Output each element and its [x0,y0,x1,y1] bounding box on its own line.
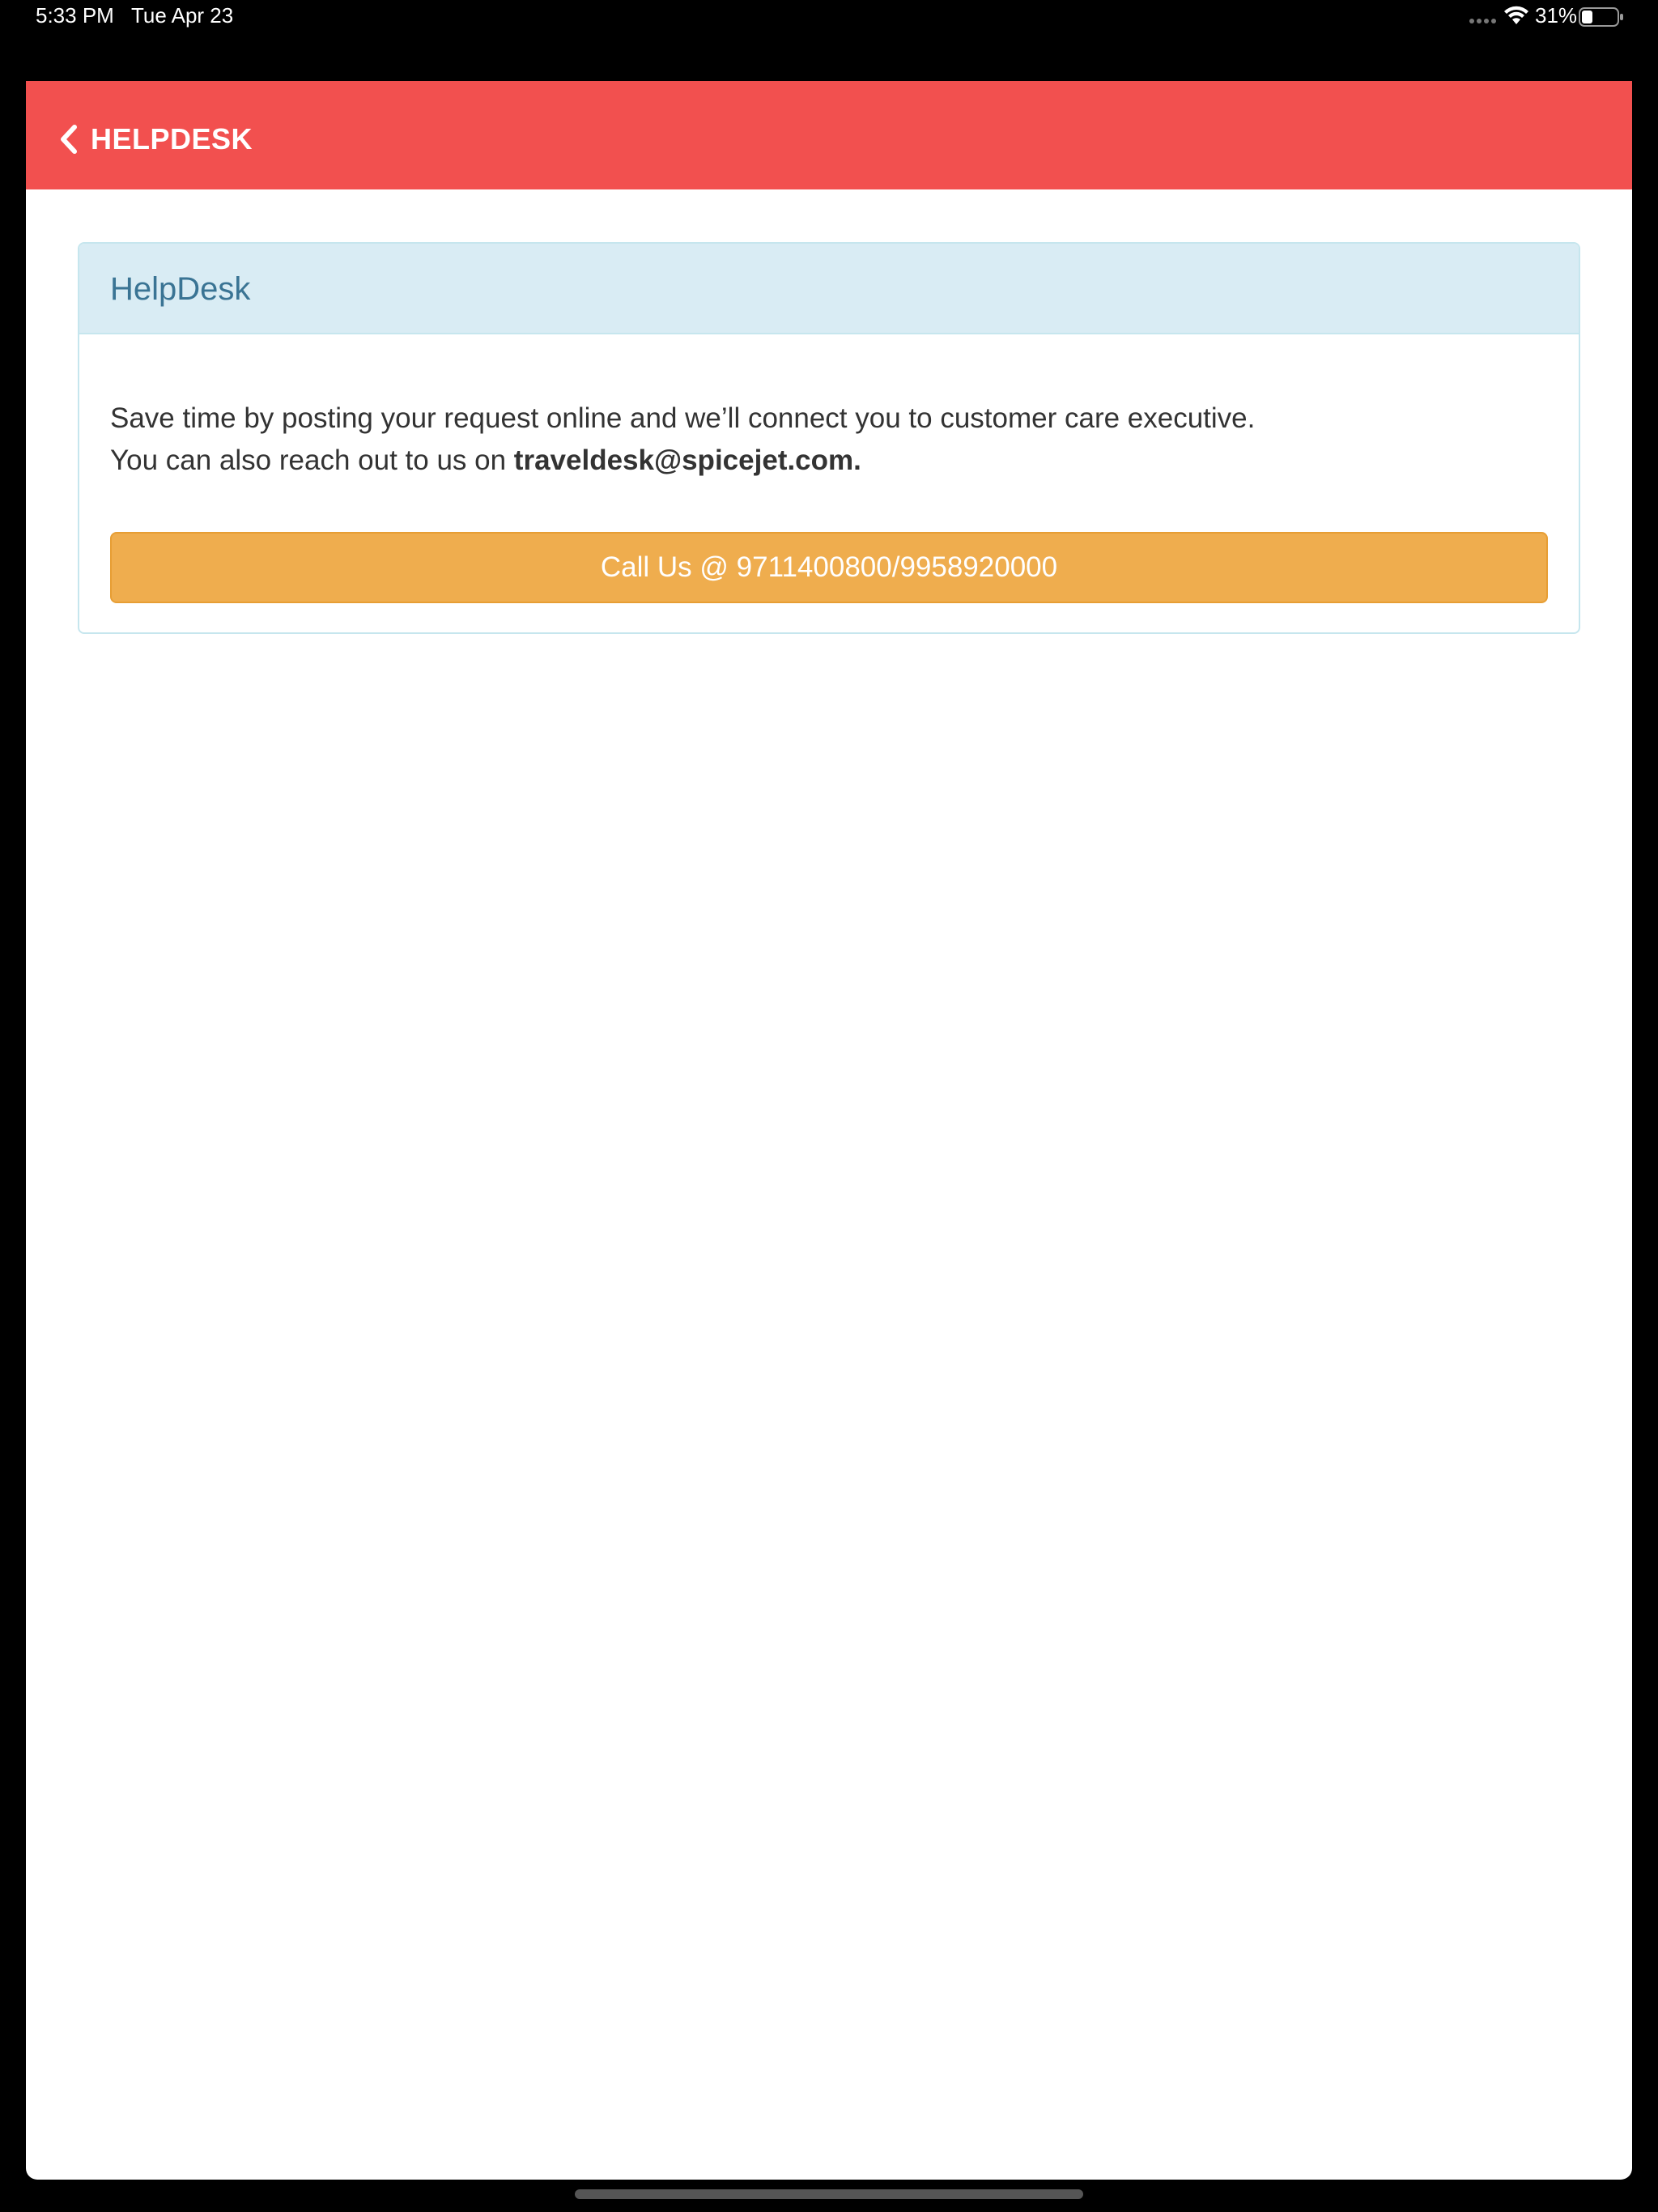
message-line-2 [110,440,1255,482]
email-address[interactable]: traveldesk@spicejet.com. [513,445,861,476]
status-date: Tue Apr 23 [131,3,234,28]
helpdesk-panel [78,242,1580,634]
status-time: 5:33 PM [36,3,114,28]
chevron-left-icon [58,125,79,154]
home-indicator[interactable] [575,2189,1083,2199]
back-button[interactable] [58,123,253,155]
status-bar [0,0,1658,81]
panel-heading [79,244,1579,334]
message-line-1: Save time by posting your request online and we’ll connect you to customer care executive. [110,402,1256,434]
app-screen [26,81,1632,2180]
battery-icon [1579,6,1624,28]
cellular-dots-icon [1469,18,1498,24]
panel-title: HelpDesk [110,271,251,307]
battery-percent: 31% [1535,3,1578,28]
wifi-icon [1503,5,1530,26]
app-header [26,81,1632,189]
message-line-2-prefix: You can also reach out to us on [110,445,514,476]
panel-message [110,398,1255,482]
header-title: HELPDESK [91,122,253,155]
call-us-button[interactable]: Call Us @ 9711400800/9958920000 [110,532,1548,603]
